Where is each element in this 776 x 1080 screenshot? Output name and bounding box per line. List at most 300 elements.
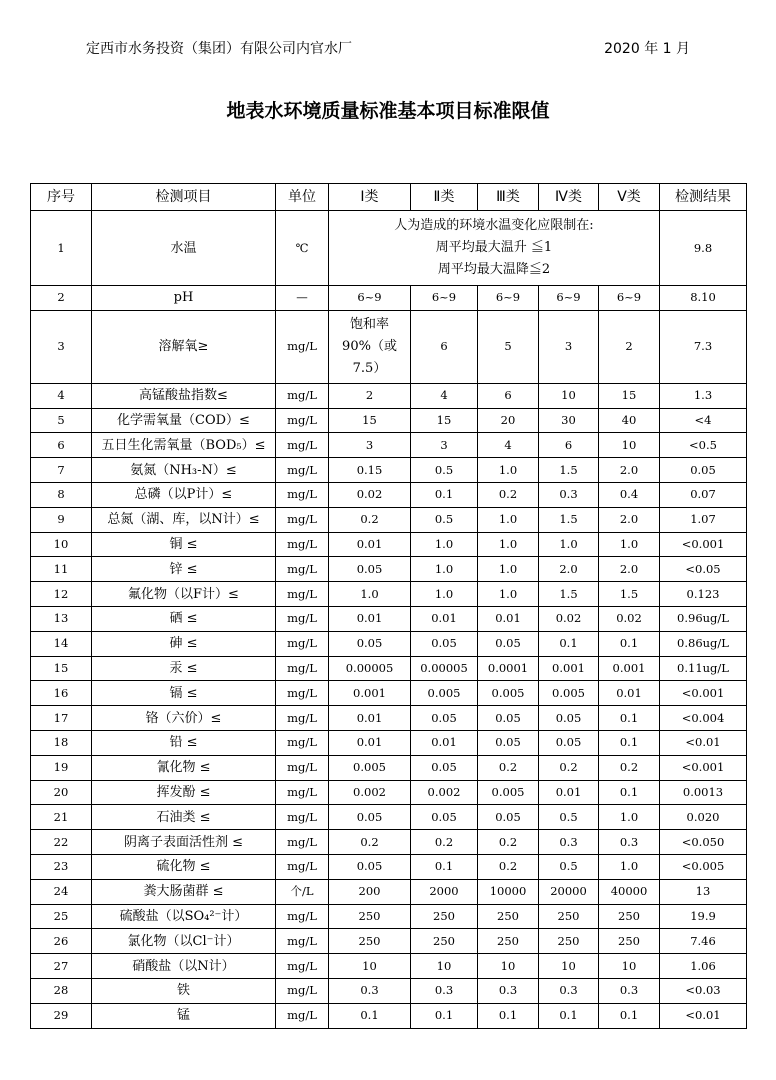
cell-class-3: 0.2 <box>478 854 539 879</box>
table-row <box>31 854 747 879</box>
cell-item: 镉 ≤ <box>92 681 276 706</box>
table-row-water-temp <box>31 211 747 286</box>
do-class-1-line: 7.5） <box>352 360 387 376</box>
cell-class-2: 1.0 <box>411 582 478 607</box>
cell-class-1: 0.02 <box>329 482 411 507</box>
cell-class-4: 0.02 <box>539 606 599 631</box>
cell-class-1: 10 <box>329 954 411 979</box>
cell-class-2: 3 <box>411 433 478 458</box>
cell-class-1: 0.01 <box>329 706 411 731</box>
cell-item: 氯化物（以Cl⁻计） <box>92 929 276 954</box>
cell-item: 砷 ≤ <box>92 631 276 656</box>
cell-class-4: 1.5 <box>539 507 599 532</box>
cell-class-5: 0.1 <box>599 780 660 805</box>
cell-result: 1.06 <box>660 954 747 979</box>
cell-class-1: 0.2 <box>329 507 411 532</box>
cell-unit: mg/L <box>276 929 329 954</box>
cell-class-1: 200 <box>329 879 411 904</box>
cell-temp-note <box>329 211 660 286</box>
temp-note-line: 人为造成的环境水温变化应限制在: <box>394 218 594 233</box>
cell-class-5: 0.1 <box>599 730 660 755</box>
cell-result: <0.001 <box>660 681 747 706</box>
cell-unit: mg/L <box>276 854 329 879</box>
col-header-class-1: Ⅰ类 <box>329 184 411 211</box>
table-row <box>31 532 747 557</box>
cell-unit: mg/L <box>276 656 329 681</box>
cell-class-4: 0.5 <box>539 805 599 830</box>
cell-class-2: 0.01 <box>411 606 478 631</box>
cell-class-1: 0.01 <box>329 606 411 631</box>
cell-class-3: 6 <box>478 383 539 408</box>
cell-class-4: 0.3 <box>539 482 599 507</box>
table-row <box>31 681 747 706</box>
cell-class-2: 0.005 <box>411 681 478 706</box>
cell-item: 铅 ≤ <box>92 730 276 755</box>
cell-result: 0.123 <box>660 582 747 607</box>
cell-class-3: 0.1 <box>478 1003 539 1028</box>
cell-class-5: 250 <box>599 904 660 929</box>
cell-no: 4 <box>31 383 92 408</box>
cell-class-5: 0.1 <box>599 1003 660 1028</box>
cell-unit: — <box>276 286 329 311</box>
cell-class-3: 10000 <box>478 879 539 904</box>
cell-no: 21 <box>31 805 92 830</box>
cell-item: 溶解氧≥ <box>92 310 276 383</box>
cell-item: 阴离子表面活性剂 ≤ <box>92 830 276 855</box>
table-row <box>31 730 747 755</box>
cell-result: 0.07 <box>660 482 747 507</box>
cell-unit: mg/L <box>276 780 329 805</box>
cell-class-3: 250 <box>478 904 539 929</box>
table-row <box>31 433 747 458</box>
cell-class-5: 0.4 <box>599 482 660 507</box>
do-class-1-line: 90%（或 <box>342 338 397 354</box>
cell-class-4: 250 <box>539 929 599 954</box>
cell-result: 0.020 <box>660 805 747 830</box>
cell-class-3: 0.3 <box>478 978 539 1003</box>
col-header-class-3: Ⅲ类 <box>478 184 539 211</box>
cell-class-5: 0.2 <box>599 755 660 780</box>
cell-unit: mg/L <box>276 954 329 979</box>
cell-class-4: 1.5 <box>539 582 599 607</box>
cell-class-1: 0.05 <box>329 557 411 582</box>
cell-class-5: 6~9 <box>599 286 660 311</box>
cell-class-5: 1.5 <box>599 582 660 607</box>
cell-class-4: 6~9 <box>539 286 599 311</box>
cell-class-4: 0.5 <box>539 854 599 879</box>
cell-result: <0.001 <box>660 532 747 557</box>
cell-class-1: 250 <box>329 904 411 929</box>
do-class-1-line: 饱和率 <box>349 316 389 332</box>
cell-no: 26 <box>31 929 92 954</box>
col-header-unit: 单位 <box>276 184 329 211</box>
cell-class-3: 20 <box>478 408 539 433</box>
cell-class-3: 0.2 <box>478 755 539 780</box>
table-row <box>31 408 747 433</box>
cell-item: 粪大肠菌群 ≤ <box>92 879 276 904</box>
cell-unit: mg/L <box>276 830 329 855</box>
cell-class-3: 6~9 <box>478 286 539 311</box>
cell-class-1: 0.00005 <box>329 656 411 681</box>
cell-no: 16 <box>31 681 92 706</box>
cell-class-2: 250 <box>411 904 478 929</box>
cell-class-5: 10 <box>599 954 660 979</box>
cell-class-4: 10 <box>539 383 599 408</box>
cell-class-5: 0.3 <box>599 978 660 1003</box>
cell-result: 7.46 <box>660 929 747 954</box>
cell-class-4: 6 <box>539 433 599 458</box>
cell-no: 22 <box>31 830 92 855</box>
cell-no: 17 <box>31 706 92 731</box>
cell-class-5: 0.001 <box>599 656 660 681</box>
cell-item: pH <box>92 286 276 311</box>
cell-no: 24 <box>31 879 92 904</box>
cell-result: <0.004 <box>660 706 747 731</box>
cell-result: 13 <box>660 879 747 904</box>
cell-class-5: 0.1 <box>599 631 660 656</box>
cell-class-1: 0.1 <box>329 1003 411 1028</box>
cell-class-1: 250 <box>329 929 411 954</box>
cell-class-2: 0.05 <box>411 805 478 830</box>
cell-result: <0.005 <box>660 854 747 879</box>
cell-class-2: 6 <box>411 310 478 383</box>
cell-class-4: 0.005 <box>539 681 599 706</box>
cell-no: 9 <box>31 507 92 532</box>
table-row <box>31 978 747 1003</box>
temp-note-line: 周平均最大温降≦2 <box>437 262 551 277</box>
cell-unit: mg/L <box>276 904 329 929</box>
cell-class-4: 0.001 <box>539 656 599 681</box>
cell-class-2: 1.0 <box>411 532 478 557</box>
cell-item: 硫化物 ≤ <box>92 854 276 879</box>
cell-result: 0.11ug/L <box>660 656 747 681</box>
cell-class-5: 250 <box>599 929 660 954</box>
cell-class-5: 2 <box>599 310 660 383</box>
cell-class-1: 15 <box>329 408 411 433</box>
cell-no: 15 <box>31 656 92 681</box>
cell-item: 石油类 ≤ <box>92 805 276 830</box>
cell-unit: mg/L <box>276 606 329 631</box>
cell-unit: mg/L <box>276 730 329 755</box>
cell-class-4: 3 <box>539 310 599 383</box>
cell-no: 13 <box>31 606 92 631</box>
cell-class-1: 0.002 <box>329 780 411 805</box>
cell-class-2: 250 <box>411 929 478 954</box>
cell-no: 8 <box>31 482 92 507</box>
cell-class-4: 1.5 <box>539 458 599 483</box>
cell-class-1: 0.05 <box>329 805 411 830</box>
table-row <box>31 805 747 830</box>
col-header-result: 检测结果 <box>660 184 747 211</box>
col-header-item: 检测项目 <box>92 184 276 211</box>
cell-class-1: 6~9 <box>329 286 411 311</box>
table-row <box>31 507 747 532</box>
cell-unit: mg/L <box>276 532 329 557</box>
table-row <box>31 482 747 507</box>
cell-class-2: 0.002 <box>411 780 478 805</box>
cell-class-2: 6~9 <box>411 286 478 311</box>
cell-class-3: 250 <box>478 929 539 954</box>
cell-class-4: 0.2 <box>539 755 599 780</box>
cell-result: 0.05 <box>660 458 747 483</box>
cell-result: 1.07 <box>660 507 747 532</box>
cell-result: <0.05 <box>660 557 747 582</box>
cell-class-2: 0.5 <box>411 507 478 532</box>
cell-no: 3 <box>31 310 92 383</box>
cell-class-5: 0.02 <box>599 606 660 631</box>
table-header-row <box>31 184 747 211</box>
table-row <box>31 755 747 780</box>
cell-class-3: 0.01 <box>478 606 539 631</box>
cell-class-5: 0.01 <box>599 681 660 706</box>
cell-unit: mg/L <box>276 408 329 433</box>
temp-note-line: 周平均最大温升 ≦1 <box>435 240 553 255</box>
cell-class-4: 0.01 <box>539 780 599 805</box>
cell-unit: mg/L <box>276 310 329 383</box>
cell-no: 6 <box>31 433 92 458</box>
cell-no: 19 <box>31 755 92 780</box>
cell-class-2: 0.5 <box>411 458 478 483</box>
cell-no: 18 <box>31 730 92 755</box>
cell-class-2: 2000 <box>411 879 478 904</box>
cell-class-3: 0.0001 <box>478 656 539 681</box>
cell-result: 19.9 <box>660 904 747 929</box>
cell-class-4: 1.0 <box>539 532 599 557</box>
cell-class-2: 0.05 <box>411 706 478 731</box>
cell-item: 总氮（湖、库，以N计）≤ <box>92 507 276 532</box>
cell-item: 氟化物（以F计）≤ <box>92 582 276 607</box>
table-row <box>31 383 747 408</box>
cell-result: <0.050 <box>660 830 747 855</box>
cell-item: 硫酸盐（以SO₄²⁻计） <box>92 904 276 929</box>
cell-class-1: 0.001 <box>329 681 411 706</box>
cell-class-2: 1.0 <box>411 557 478 582</box>
cell-class-3: 1.0 <box>478 458 539 483</box>
cell-no: 2 <box>31 286 92 311</box>
cell-class-5: 1.0 <box>599 854 660 879</box>
cell-class-2: 0.00005 <box>411 656 478 681</box>
cell-class-5: 0.3 <box>599 830 660 855</box>
cell-class-3: 4 <box>478 433 539 458</box>
cell-class-3: 0.2 <box>478 482 539 507</box>
cell-result: <0.01 <box>660 730 747 755</box>
cell-class-4: 10 <box>539 954 599 979</box>
table-row <box>31 830 747 855</box>
cell-item: 硒 ≤ <box>92 606 276 631</box>
cell-class-5: 2.0 <box>599 507 660 532</box>
col-header-class-5: Ⅴ类 <box>599 184 660 211</box>
cell-no: 5 <box>31 408 92 433</box>
cell-unit: mg/L <box>276 706 329 731</box>
cell-class-4: 20000 <box>539 879 599 904</box>
cell-class-2: 0.2 <box>411 830 478 855</box>
col-header-no: 序号 <box>31 184 92 211</box>
cell-class-1: 2 <box>329 383 411 408</box>
cell-item: 汞 ≤ <box>92 656 276 681</box>
cell-item: 铬（六价）≤ <box>92 706 276 731</box>
cell-no: 28 <box>31 978 92 1003</box>
cell-result: 0.96ug/L <box>660 606 747 631</box>
table-row <box>31 706 747 731</box>
cell-item: 锌 ≤ <box>92 557 276 582</box>
cell-unit: mg/L <box>276 1003 329 1028</box>
cell-class-3: 0.005 <box>478 681 539 706</box>
cell-class-2: 0.01 <box>411 730 478 755</box>
table-row-dissolved-oxygen <box>31 310 747 383</box>
cell-item: 水温 <box>92 211 276 286</box>
cell-item: 总磷（以P计）≤ <box>92 482 276 507</box>
col-header-class-4: Ⅳ类 <box>539 184 599 211</box>
table-row <box>31 780 747 805</box>
cell-no: 12 <box>31 582 92 607</box>
cell-class-1: 1.0 <box>329 582 411 607</box>
cell-class-4: 0.1 <box>539 631 599 656</box>
cell-result: <0.5 <box>660 433 747 458</box>
cell-unit: mg/L <box>276 383 329 408</box>
cell-no: 27 <box>31 954 92 979</box>
table-row <box>31 929 747 954</box>
table-row <box>31 458 747 483</box>
cell-class-3: 1.0 <box>478 582 539 607</box>
cell-class-1: 0.3 <box>329 978 411 1003</box>
cell-result: <0.03 <box>660 978 747 1003</box>
cell-no: 25 <box>31 904 92 929</box>
cell-unit: mg/L <box>276 978 329 1003</box>
cell-item: 氨氮（NH₃-N）≤ <box>92 458 276 483</box>
cell-class-1: 3 <box>329 433 411 458</box>
table-row <box>31 286 747 311</box>
cell-unit: mg/L <box>276 482 329 507</box>
cell-result: 0.86ug/L <box>660 631 747 656</box>
cell-class-4: 250 <box>539 904 599 929</box>
table-row <box>31 1003 747 1028</box>
table-row <box>31 606 747 631</box>
cell-class-5: 1.0 <box>599 805 660 830</box>
cell-class-4: 2.0 <box>539 557 599 582</box>
cell-class-3: 5 <box>478 310 539 383</box>
cell-class-4: 0.3 <box>539 830 599 855</box>
cell-result: 1.3 <box>660 383 747 408</box>
cell-no: 20 <box>31 780 92 805</box>
cell-class-2: 0.1 <box>411 1003 478 1028</box>
cell-class-1 <box>329 310 411 383</box>
organization-name: 定西市水务投资（集团）有限公司内官水厂 <box>86 41 352 57</box>
table-row <box>31 879 747 904</box>
cell-item: 氰化物 ≤ <box>92 755 276 780</box>
report-date: 2020 年 1 月 <box>604 41 690 57</box>
cell-class-2: 15 <box>411 408 478 433</box>
cell-class-2: 0.1 <box>411 854 478 879</box>
cell-result: 0.0013 <box>660 780 747 805</box>
cell-unit: mg/L <box>276 755 329 780</box>
cell-unit: mg/L <box>276 458 329 483</box>
cell-unit: mg/L <box>276 681 329 706</box>
table-row <box>31 904 747 929</box>
cell-class-5: 10 <box>599 433 660 458</box>
cell-class-3: 0.05 <box>478 631 539 656</box>
table-row <box>31 557 747 582</box>
cell-item: 铁 <box>92 978 276 1003</box>
cell-item: 铜 ≤ <box>92 532 276 557</box>
cell-class-5: 40000 <box>599 879 660 904</box>
cell-no: 14 <box>31 631 92 656</box>
cell-no: 23 <box>31 854 92 879</box>
cell-result: <4 <box>660 408 747 433</box>
cell-result: 8.10 <box>660 286 747 311</box>
cell-class-3: 0.05 <box>478 730 539 755</box>
cell-class-3: 10 <box>478 954 539 979</box>
cell-class-2: 0.05 <box>411 631 478 656</box>
cell-class-2: 4 <box>411 383 478 408</box>
cell-class-2: 0.05 <box>411 755 478 780</box>
cell-no: 1 <box>31 211 92 286</box>
table-row <box>31 631 747 656</box>
cell-class-5: 1.0 <box>599 532 660 557</box>
cell-class-3: 0.005 <box>478 780 539 805</box>
cell-unit: 个/L <box>276 879 329 904</box>
cell-class-4: 0.3 <box>539 978 599 1003</box>
cell-class-5: 2.0 <box>599 458 660 483</box>
cell-no: 10 <box>31 532 92 557</box>
cell-class-5: 40 <box>599 408 660 433</box>
cell-item: 化学需氧量（COD）≤ <box>92 408 276 433</box>
cell-unit: mg/L <box>276 582 329 607</box>
cell-unit: mg/L <box>276 557 329 582</box>
cell-class-1: 0.01 <box>329 532 411 557</box>
cell-class-2: 10 <box>411 954 478 979</box>
cell-class-1: 0.05 <box>329 854 411 879</box>
cell-class-3: 0.2 <box>478 830 539 855</box>
cell-class-3: 1.0 <box>478 532 539 557</box>
cell-class-2: 0.1 <box>411 482 478 507</box>
cell-unit: mg/L <box>276 631 329 656</box>
cell-result: <0.01 <box>660 1003 747 1028</box>
col-header-class-2: Ⅱ类 <box>411 184 478 211</box>
document-title: 地表水环境质量标准基本项目标准限值 <box>226 100 550 122</box>
cell-class-2: 0.3 <box>411 978 478 1003</box>
cell-class-3: 0.05 <box>478 706 539 731</box>
cell-class-1: 0.05 <box>329 631 411 656</box>
table-row <box>31 954 747 979</box>
standards-table <box>30 183 747 1029</box>
cell-class-4: 0.1 <box>539 1003 599 1028</box>
cell-class-1: 0.15 <box>329 458 411 483</box>
cell-class-3: 0.05 <box>478 805 539 830</box>
cell-class-1: 0.005 <box>329 755 411 780</box>
table-row <box>31 656 747 681</box>
cell-unit: mg/L <box>276 507 329 532</box>
table-row <box>31 582 747 607</box>
cell-class-1: 0.2 <box>329 830 411 855</box>
cell-result: 9.8 <box>660 211 747 286</box>
cell-result: 7.3 <box>660 310 747 383</box>
cell-unit: mg/L <box>276 433 329 458</box>
cell-class-5: 15 <box>599 383 660 408</box>
cell-unit: ℃ <box>276 211 329 286</box>
cell-class-3: 1.0 <box>478 507 539 532</box>
cell-class-5: 0.1 <box>599 706 660 731</box>
cell-no: 11 <box>31 557 92 582</box>
cell-class-4: 0.05 <box>539 730 599 755</box>
cell-item: 挥发酚 ≤ <box>92 780 276 805</box>
cell-unit: mg/L <box>276 805 329 830</box>
cell-item: 五日生化需氧量（BOD₅）≤ <box>92 433 276 458</box>
cell-class-1: 0.01 <box>329 730 411 755</box>
cell-no: 29 <box>31 1003 92 1028</box>
cell-item: 硝酸盐（以N计） <box>92 954 276 979</box>
cell-class-3: 1.0 <box>478 557 539 582</box>
cell-no: 7 <box>31 458 92 483</box>
